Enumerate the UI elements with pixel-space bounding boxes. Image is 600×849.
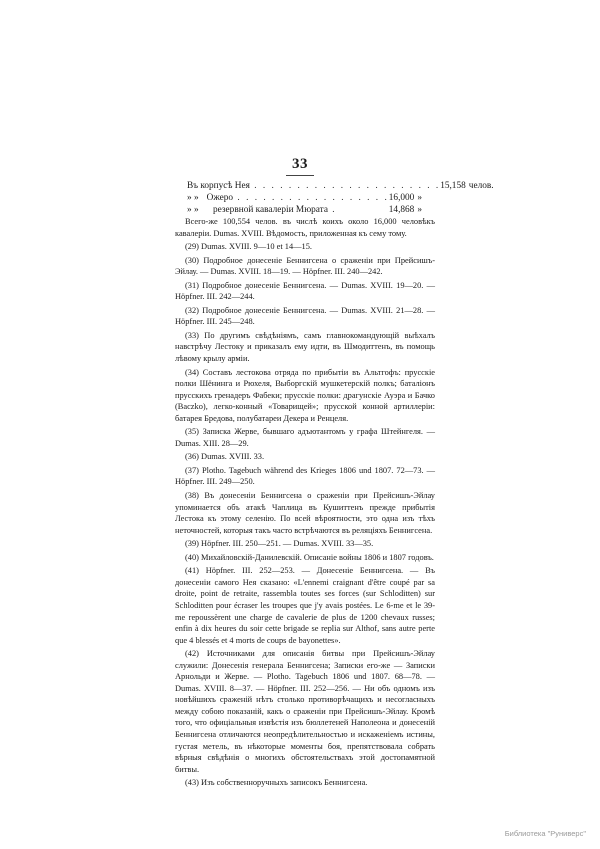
army-row-unit: челов.	[468, 181, 494, 191]
army-row-unit: »	[417, 205, 422, 215]
footnote-37: (37) Plotho. Tagebuch während des Krieges 1806 und 1807. 72—73. — Höpfner. III. 249—250.	[175, 465, 435, 487]
army-row-value: 14,868	[388, 205, 415, 215]
page-number: 33	[292, 156, 308, 172]
page-number-rule	[286, 175, 314, 176]
footnotes	[175, 216, 435, 791]
footnote-43: (43) Изъ собственноручныхъ записокъ Беннигсена.	[185, 778, 368, 788]
footnote-36: (36) Dumas. XVIII. 33.	[185, 452, 265, 462]
army-row	[187, 192, 422, 204]
footnote-31: (31) Подробное донесеніе Беннигсена. — Dumas. XVIII. 19—20. — Höpfner. III. 242—244.	[175, 280, 435, 302]
army-row-label: резервной кавалеріи Мюрата	[213, 205, 328, 215]
library-watermark: Библиотека "Руниверс"	[504, 829, 586, 838]
footnote-35: (35) Записка Жерве, бывшаго адъютантомъ у графа Штейнгеля. — Dumas. XIII. 28—29.	[175, 427, 435, 448]
army-row-label: Въ корпусѣ Нея	[187, 181, 250, 191]
army-row-value: 15,158	[440, 181, 466, 191]
footnote-38: (38) Въ донесеніи Беннигсена о сраженіи при Прейсишъ-Эйлау упоминается объ атакѣ Чаплица въ Кушиттенъ прежде прибытія Лестока къ этому селенію. По всей вѣроятности, это одна изъ тѣхъ неточностей, которыя такъ часто встрѣчаются въ реляціяхъ Беннигсена.	[175, 491, 435, 535]
footnote-39: (39) Höpfner. III. 250—251. — Dumas. XVIII. 33—35.	[185, 539, 374, 549]
leader-dots: . . . . . . . . . . . . . . . . . .	[233, 193, 389, 203]
ditto-marks: » »	[187, 205, 199, 215]
army-strength-table	[187, 180, 494, 216]
ditto-marks: » »	[187, 193, 199, 203]
footnote-32: (32) Подробное донесеніе Беннигсена. — Dumas. XVIII. 21—28. — Höpfner. III. 245—248.	[175, 305, 435, 327]
army-row	[187, 180, 494, 192]
footnote-40: (40) Михайловскій-Данилевскій. Описаніе войны 1806 и 1807 годовъ.	[185, 552, 434, 562]
army-row-value: 16,000	[388, 193, 415, 203]
footnote-30: (30) Подробное донесеніе Беннигсена о сраженіи при Прейсишъ-Эйлау. — Dumas. XVIII. 18—19. — Höpfner. III. 240—242.	[175, 255, 435, 277]
leader-dots: . . . . . . . . . . . . . . . . . . . . . .	[249, 181, 441, 191]
total-note: Всего-же 100,554 челов. въ числѣ коихъ около 16,000 человѣкъ кавалеріи. Dumas. XVIII. Вѣдомость, приложенная къ сему тому.	[175, 217, 435, 238]
footnote-34: (34) Составъ лестокова отряда по прибытіи въ Альтгофъ: прусскіе полки Шёнинга и Рюхеля, Выборгскій мушкетерскій полкъ; баталіонъ прусскихъ гренадеръ Фабеки; прусскіе полки: драгунскіе Ауэра и Бачко (Baczko), легко-конный «Товарищей»; прусской конной артиллеріи: батарея Бредова, полубатареи Декера и Ренцеля.	[175, 367, 435, 423]
army-row	[187, 204, 422, 216]
army-row-unit: »	[417, 193, 422, 203]
footnote-33: (33) По другимъ свѣдѣніямъ, самъ главнокомандующій выѣхалъ навстрѣчу Лестоку и приказалъ ему идти, въ Шмодиттенъ, въ помощь лѣвому крылу арміи.	[175, 330, 435, 364]
footnote-42: (42) Источниками для описанія битвы при Прейсишъ-Эйлау служили: Донесенія генерала Беннигсена; Записки его-же — Записки Арнольди и Жерве. — Plotho. Tagebuch 1806 und 1807. 68—78. — Dumas. XVIII. 8—37. — Höpfner. III. 252—256. — Ни объ одномъ изъ новѣйшихъ сраженій нѣтъ столько противорѣчащихъ и несогласныхъ между собою показаній, какъ о сраженіи при Прейсишъ-Эйлау. Кромѣ того, что офиціальныя извѣстія изъ бюллетеней Наполеона и донесеній Беннигсена отличаются неопредѣлительностью и искаженіемъ истины, густая метель, въ нѣкоторые моменты боя, препятствовала собрать вѣрныя свѣдѣнія о многихъ обстоятельствахъ этой достопамятной битвы.	[175, 649, 435, 774]
leader-dots: .	[327, 205, 337, 215]
footnote-29: (29) Dumas. XVIII. 9—10 et 14—15.	[185, 242, 312, 252]
army-row-label: Ожеро	[206, 193, 234, 203]
footnote-41: (41) Höpfner. III. 252—253. — Донесеніе Беннигсена. — Въ донесеніи самого Нея сказано: «L'ennemi craignant d'être coupé par sa droite, point de retraite, rassembla toutes ses forces (sur Schloditten) sur Schloditten pour écraser les troupes que j'y avais postées. Le 6-me et le 39-me repoussèrent une charge de cavalerie de plus de 1200 chevaux russes; enfin à dix heures du soir cette brigade se replia sur Althof, sans autre perte que 4 blessés et 4 morts de coups de bayonettes».	[175, 566, 435, 645]
